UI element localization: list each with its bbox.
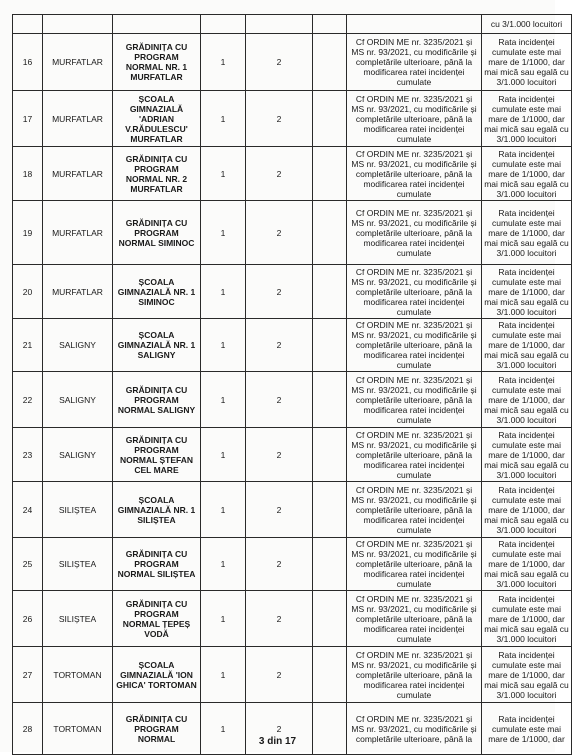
value-a-cell: 1 <box>201 319 246 372</box>
school-name-cell: GRĂDINIȚA CU PROGRAM NORMAL ȚEPEȘ VODĂ <box>113 591 201 647</box>
school-name-cell: GRĂDINIȚA CU PROGRAM NORMAL ȘTEFAN CEL MARE <box>113 428 201 482</box>
table-row <box>13 201 572 265</box>
locality-cell: SALIGNY <box>43 372 113 428</box>
schools-table <box>12 14 572 755</box>
table-row <box>13 265 572 319</box>
rate-cell: Rata incidenței cumulate este mai mare de 1/1000, dar mai mică sau egală cu 3/1.000 locuitori <box>482 265 572 319</box>
row-number-cell: 19 <box>13 201 43 265</box>
row-number-cell: 25 <box>13 538 43 591</box>
row-number-cell: 21 <box>13 319 43 372</box>
empty-cell <box>347 15 482 34</box>
table-row <box>13 591 572 647</box>
school-name-cell: ȘCOALA GIMNAZIALĂ NR. 1 SIMINOC <box>113 265 201 319</box>
value-c-cell <box>313 147 347 201</box>
table-row <box>13 319 572 372</box>
value-b-cell: 2 <box>246 147 313 201</box>
locality-cell: SILIȘTEA <box>43 538 113 591</box>
regulation-cell: Cf ORDIN ME nr. 3235/2021 și MS nr. 93/2021, cu modificările și completările ulterioare, până la modificarea ratei incidenței cumulate <box>347 591 482 647</box>
value-a-cell: 1 <box>201 482 246 538</box>
rate-cell: Rata incidenței cumulate este mai mare de 1/1000, dar mai mică sau egală cu 3/1.000 locuitori <box>482 428 572 482</box>
row-number-cell: 22 <box>13 372 43 428</box>
table-row <box>13 482 572 538</box>
locality-cell: SALIGNY <box>43 428 113 482</box>
regulation-cell: Cf ORDIN ME nr. 3235/2021 și MS nr. 93/2021, cu modificările și completările ulterioare, până la modificarea ratei incidenței cumulate <box>347 372 482 428</box>
locality-cell: SILIȘTEA <box>43 482 113 538</box>
value-c-cell <box>313 538 347 591</box>
rate-cell: Rata incidenței cumulate este mai mare de 1/1000, dar mai mică sau egală cu 3/1.000 locuitori <box>482 201 572 265</box>
table-row-continued <box>13 15 572 34</box>
rate-cell: Rata incidenței cumulate este mai mare de 1/1000, dar mai mică sau egală cu 3/1.000 locuitori <box>482 91 572 147</box>
regulation-cell: Cf ORDIN ME nr. 3235/2021 și MS nr. 93/2021, cu modificările și completările ulterioare, până la modificarea ratei incidenței cumulate <box>347 265 482 319</box>
value-b-cell: 2 <box>246 319 313 372</box>
value-b-cell: 2 <box>246 372 313 428</box>
table-row <box>13 428 572 482</box>
school-name-cell: ȘCOALA GIMNAZIALĂ 'ION GHICA' TORTOMAN <box>113 647 201 703</box>
regulation-cell: Cf ORDIN ME nr. 3235/2021 și MS nr. 93/2021, cu modificările și completările ulterioare, până la modificarea ratei incidenței cumulate <box>347 647 482 703</box>
value-c-cell <box>313 591 347 647</box>
school-name-cell: ȘCOALA GIMNAZIALĂ 'ADRIAN V.RĂDULESCU' MURFATLAR <box>113 91 201 147</box>
locality-cell: SALIGNY <box>43 319 113 372</box>
row-number-cell: 17 <box>13 91 43 147</box>
row-number-cell: 18 <box>13 147 43 201</box>
value-b-cell: 2 <box>246 34 313 91</box>
rate-cell: Rata incidenței cumulate este mai mare de 1/1000, dar mai mică sau egală cu 3/1.000 locuitori <box>482 319 572 372</box>
rate-cell: Rata incidenței cumulate este mai mare de 1/1000, dar mai mică sau egală cu 3/1.000 locuitori <box>482 372 572 428</box>
rate-cell: Rata incidenței cumulate este mai mare de 1/1000, dar mai mică sau egală cu 3/1.000 locuitori <box>482 147 572 201</box>
value-a-cell: 1 <box>201 147 246 201</box>
value-a-cell: 1 <box>201 428 246 482</box>
rate-cell: Rata incidenței cumulate este mai mare de 1/1000, dar <box>482 703 572 755</box>
table-row <box>13 647 572 703</box>
value-c-cell <box>313 91 347 147</box>
value-a-cell: 1 <box>201 703 246 755</box>
school-name-cell: GRĂDINIȚA CU PROGRAM NORMAL <box>113 703 201 755</box>
locality-cell: MURFATLAR <box>43 91 113 147</box>
empty-cell <box>13 15 43 34</box>
row-number-cell: 26 <box>13 591 43 647</box>
regulation-cell: Cf ORDIN ME nr. 3235/2021 și MS nr. 93/2021, cu modificările și completările ulterioare, până la modificarea ratei incidenței cumulate <box>347 91 482 147</box>
value-a-cell: 1 <box>201 538 246 591</box>
locality-cell: MURFATLAR <box>43 265 113 319</box>
school-name-cell: ȘCOALA GIMNAZIALĂ NR. 1 SILIȘTEA <box>113 482 201 538</box>
row-number-cell: 16 <box>13 34 43 91</box>
empty-cell <box>246 15 313 34</box>
value-a-cell: 1 <box>201 372 246 428</box>
row-number-cell: 20 <box>13 265 43 319</box>
empty-cell <box>113 15 201 34</box>
value-c-cell <box>313 372 347 428</box>
value-a-cell: 1 <box>201 201 246 265</box>
page-number: 3 din 17 <box>258 736 297 747</box>
empty-cell <box>43 15 113 34</box>
table-row <box>13 34 572 91</box>
regulation-cell: Cf ORDIN ME nr. 3235/2021 și MS nr. 93/2021, cu modificările și completările ulterioare, până la modificarea ratei incidenței cumulate <box>347 538 482 591</box>
school-name-cell: GRĂDINIȚA CU PROGRAM NORMAL NR. 2 MURFATLAR <box>113 147 201 201</box>
regulation-cell: Cf ORDIN ME nr. 3235/2021 și MS nr. 93/2021, cu modificările și completările ulterioare, până la modificarea ratei incidenței cumulate <box>347 34 482 91</box>
value-b-cell: 2 <box>246 428 313 482</box>
locality-cell: MURFATLAR <box>43 201 113 265</box>
row-number-cell: 27 <box>13 647 43 703</box>
regulation-cell: Cf ORDIN ME nr. 3235/2021 și MS nr. 93/2021, cu modificările și completările ulterioare, până la modificarea ratei incidenței cumulate <box>347 319 482 372</box>
value-a-cell: 1 <box>201 34 246 91</box>
value-c-cell <box>313 482 347 538</box>
rate-cell: cu 3/1.000 locuitori <box>482 15 572 34</box>
school-name-cell: ȘCOALA GIMNAZIALĂ NR. 1 SALIGNY <box>113 319 201 372</box>
value-c-cell <box>313 647 347 703</box>
value-c-cell <box>313 34 347 91</box>
locality-cell: TORTOMAN <box>43 703 113 755</box>
locality-cell: MURFATLAR <box>43 147 113 201</box>
value-c-cell <box>313 319 347 372</box>
regulation-cell: Cf ORDIN ME nr. 3235/2021 și MS nr. 93/2021, cu modificările și completările ulterioare, până la modificarea ratei incidenței cumulate <box>347 147 482 201</box>
school-name-cell: GRĂDINIȚA CU PROGRAM NORMAL SALIGNY <box>113 372 201 428</box>
regulation-cell: Cf ORDIN ME nr. 3235/2021 și MS nr. 93/2021, cu modificările și completările ulterioare, până la modificarea ratei incidenței cumulate <box>347 201 482 265</box>
value-b-cell: 2 <box>246 482 313 538</box>
school-name-cell: GRĂDINIȚA CU PROGRAM NORMAL SILIȘTEA <box>113 538 201 591</box>
value-a-cell: 1 <box>201 265 246 319</box>
row-number-cell: 28 <box>13 703 43 755</box>
table-body <box>13 15 572 755</box>
value-b-cell: 2 <box>246 703 313 755</box>
table-row <box>13 91 572 147</box>
empty-cell <box>313 15 347 34</box>
rate-cell: Rata incidenței cumulate este mai mare de 1/1000, dar mai mică sau egală cu 3/1.000 locuitori <box>482 647 572 703</box>
regulation-cell: Cf ORDIN ME nr. 3235/2021 și MS nr. 93/2021, cu modificările și completările ulterioare, până la modificarea ratei incidenței cumulate <box>347 428 482 482</box>
value-a-cell: 1 <box>201 647 246 703</box>
school-name-cell: GRĂDINIȚA CU PROGRAM NORMAL NR. 1 MURFATLAR <box>113 34 201 91</box>
value-b-cell: 2 <box>246 201 313 265</box>
regulation-cell: Cf ORDIN ME nr. 3235/2021 și MS nr. 93/2021, cu modificările și completările ulterioare, până la modificarea ratei incidenței cumulate <box>347 482 482 538</box>
school-name-cell: GRĂDINIȚA CU PROGRAM NORMAL SIMINOC <box>113 201 201 265</box>
table-row <box>13 147 572 201</box>
rate-cell: Rata incidenței cumulate este mai mare de 1/1000, dar mai mică sau egală cu 3/1.000 locuitori <box>482 591 572 647</box>
row-number-cell: 23 <box>13 428 43 482</box>
empty-cell <box>201 15 246 34</box>
locality-cell: TORTOMAN <box>43 647 113 703</box>
value-c-cell <box>313 265 347 319</box>
value-c-cell <box>313 428 347 482</box>
locality-cell: MURFATLAR <box>43 34 113 91</box>
value-b-cell: 2 <box>246 538 313 591</box>
row-number-cell: 24 <box>13 482 43 538</box>
rate-cell: Rata incidenței cumulate este mai mare de 1/1000, dar mai mică sau egală cu 3/1.000 locuitori <box>482 482 572 538</box>
value-a-cell: 1 <box>201 591 246 647</box>
value-b-cell: 2 <box>246 265 313 319</box>
table-row <box>13 372 572 428</box>
rate-cell: Rata incidenței cumulate este mai mare de 1/1000, dar mai mică sau egală cu 3/1.000 locuitori <box>482 34 572 91</box>
table-row <box>13 538 572 591</box>
rate-cell: Rata incidenței cumulate este mai mare de 1/1000, dar mai mică sau egală cu 3/1.000 locuitori <box>482 538 572 591</box>
regulation-cell: Cf ORDIN ME nr. 3235/2021 și MS nr. 93/2021, cu modificările și completările ulterioare, până la <box>347 703 482 755</box>
locality-cell: SILIȘTEA <box>43 591 113 647</box>
value-a-cell: 1 <box>201 91 246 147</box>
value-b-cell: 2 <box>246 91 313 147</box>
value-b-cell: 2 <box>246 591 313 647</box>
value-c-cell <box>313 201 347 265</box>
value-b-cell: 2 <box>246 647 313 703</box>
